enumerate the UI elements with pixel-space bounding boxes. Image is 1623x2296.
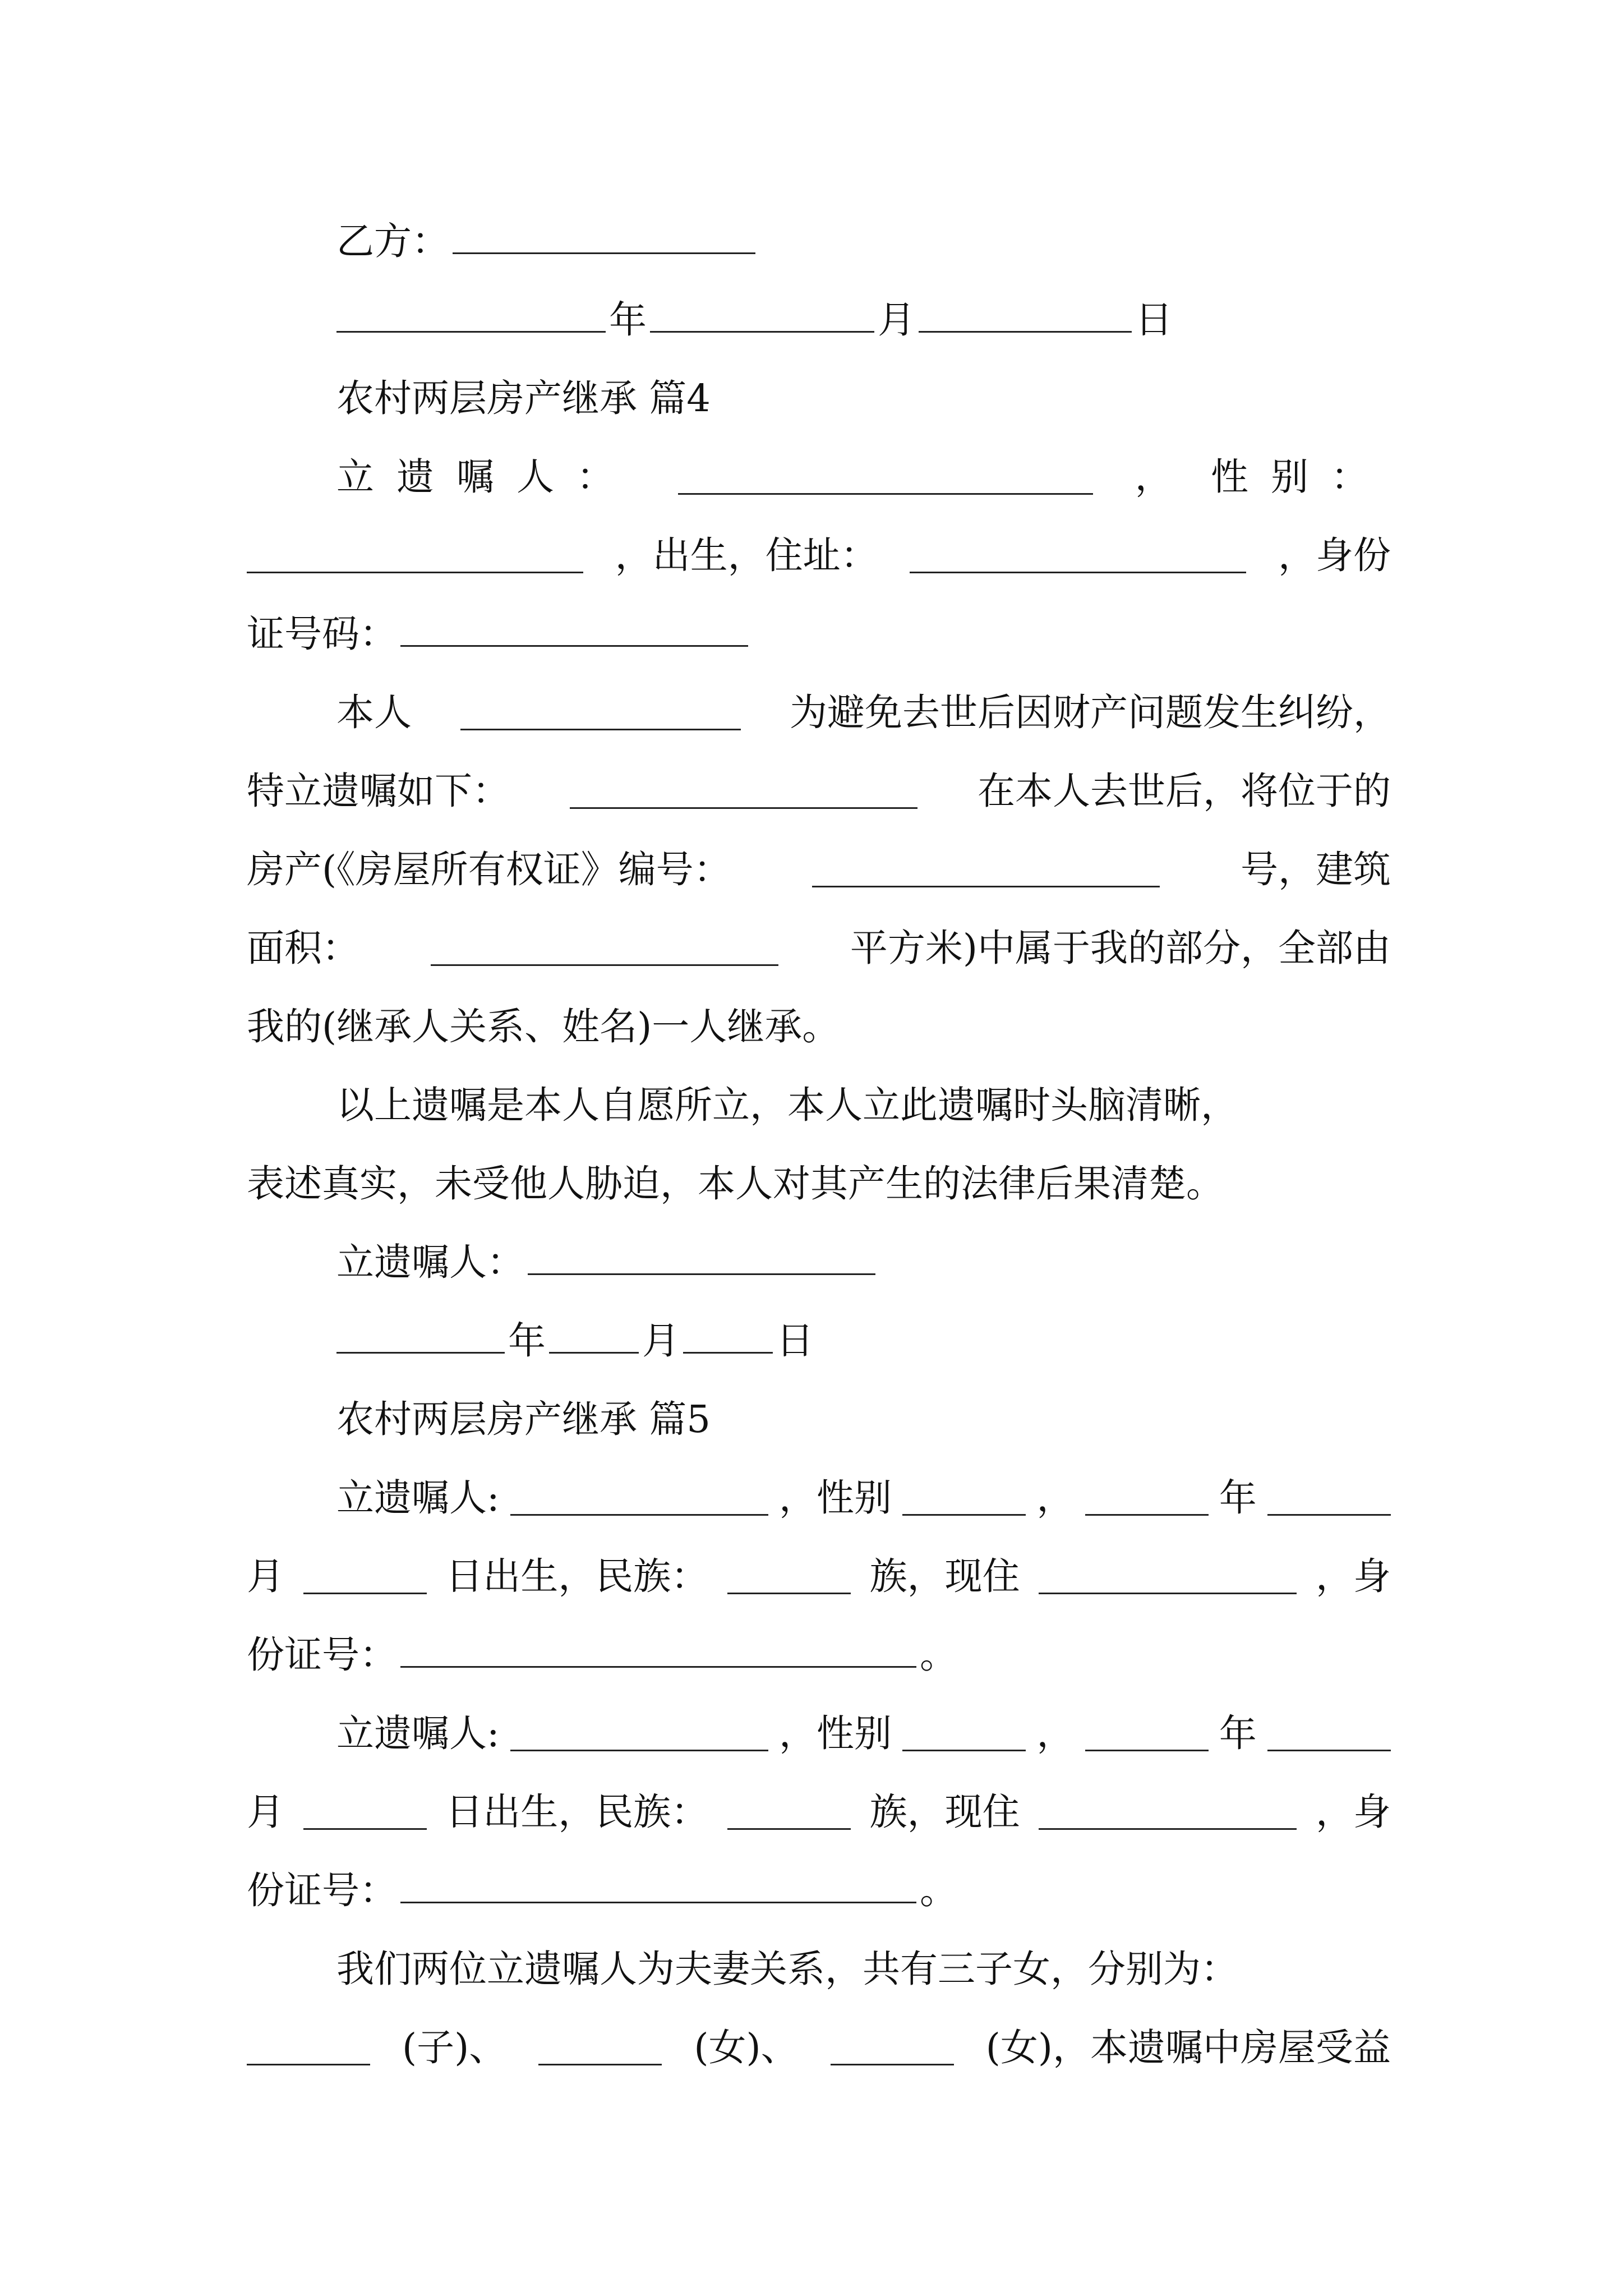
text: 表述真实，未受他人胁迫，本人对其产生的法律后果清楚。 [247, 1162, 1224, 1205]
birth-line [247, 1548, 1391, 1604]
para-line [247, 920, 1391, 976]
text: 在本人去世后，将位于的 [978, 769, 1391, 813]
blank-field [336, 1318, 505, 1354]
blank-field [247, 538, 583, 573]
text: ，身 [1315, 1554, 1391, 1598]
month-label: 月 [878, 298, 915, 342]
blank-field [1085, 1716, 1209, 1751]
section-heading: 农村两层房产继承 篇5 [336, 1397, 711, 1441]
blank-field [400, 1632, 916, 1668]
birth-label: 日出生，民族： [445, 1554, 709, 1598]
id-line [247, 1627, 1391, 1683]
blank-field [1039, 1559, 1297, 1594]
blank-field [510, 1716, 768, 1751]
blank-field [528, 1240, 875, 1275]
testator-label: 立遗嘱人: [336, 1711, 500, 1755]
text: 号，建筑 [1240, 848, 1391, 891]
birth-address-label: ，出生，住址： [615, 533, 878, 577]
comma: ， [1135, 455, 1173, 499]
signature-label: 立遗嘱人： [336, 1240, 524, 1284]
para-line: 我的(继承人关系、姓名)一人继承。 [247, 1005, 840, 1048]
date-line [336, 292, 1481, 348]
text: 平方米)中属于我的部分，全部由 [850, 926, 1391, 970]
year-label: 年 [508, 1319, 546, 1363]
id-line [247, 606, 1391, 662]
blank-field [727, 1559, 851, 1594]
blank-field [678, 459, 1093, 495]
id-label: 证号码： [247, 612, 397, 656]
text: 房产(《房屋所有权证》编号： [247, 848, 731, 891]
text: 为避免去世后因财产问题发生纠纷， [790, 691, 1391, 734]
party-b-label: 乙方： [336, 219, 449, 263]
blank-field [549, 1318, 639, 1354]
date-line [336, 1313, 1481, 1369]
year-label: 年 [1219, 1711, 1257, 1755]
para-line [247, 1156, 1391, 1212]
gender-label: ，性别 [778, 1711, 892, 1755]
text: 特立遗嘱如下： [247, 769, 510, 813]
text: ，身 [1315, 1790, 1391, 1834]
birth-address-line [247, 527, 1391, 583]
section-heading: 农村两层房产继承 篇4 [336, 376, 711, 420]
blank-field [453, 219, 755, 254]
month-label: 月 [247, 1790, 284, 1834]
birth-line [247, 1784, 1391, 1840]
ethnic-label: 族，现住 [869, 1790, 1020, 1834]
blank-field [683, 1318, 773, 1354]
id-label: 份证号： [247, 1869, 397, 1912]
testator-line [336, 1470, 1391, 1526]
blank-field [460, 695, 741, 730]
text: 我们两位立遗嘱人为夫妻关系，共有三子女，分别为： [336, 1947, 1238, 1991]
blank-field [831, 2030, 954, 2065]
year-label: 年 [1219, 1476, 1257, 1520]
blank-field [303, 1795, 427, 1830]
year-label: 年 [609, 298, 647, 342]
birth-label: 日出生，民族： [445, 1790, 709, 1834]
blank-field [570, 774, 917, 809]
text: 以上遗嘱是本人自愿所立，本人立此遗嘱时头脑清晰， [336, 1083, 1238, 1127]
month-label: 月 [247, 1554, 284, 1598]
blank-field [336, 297, 606, 333]
comma: ， [1036, 1711, 1075, 1755]
id-label: 份证号： [247, 1633, 397, 1677]
blank-field [910, 538, 1246, 573]
period: 。 [920, 1633, 957, 1677]
para-line [247, 841, 1391, 898]
testator-label: 立遗嘱人: [336, 1476, 500, 1520]
blank-field [902, 1716, 1026, 1751]
text: (子)、 [402, 2026, 507, 2069]
blank-field [538, 2030, 662, 2065]
blank-field [919, 297, 1132, 333]
para-line [336, 1077, 1391, 1133]
blank-field [303, 1559, 427, 1594]
month-label: 月 [642, 1319, 680, 1363]
para-line [336, 1941, 1391, 1997]
blank-field [247, 2030, 370, 2065]
blank-field [510, 1480, 768, 1516]
para-line [247, 763, 1391, 819]
blank-field [431, 931, 778, 966]
day-label: 日 [776, 1319, 814, 1363]
blank-field [812, 852, 1160, 887]
blank-field [1267, 1480, 1391, 1516]
text: 本人 [336, 691, 412, 734]
id-tail: ，身份 [1278, 533, 1391, 577]
blank-field [727, 1795, 851, 1830]
para-line [247, 2019, 1391, 2076]
signature-line [336, 1234, 1391, 1290]
ethnic-label: 族，现住 [869, 1554, 1020, 1598]
text: (女)、 [694, 2026, 799, 2069]
para-line [336, 684, 1391, 740]
period: 。 [920, 1869, 957, 1912]
party-b-line [336, 213, 1391, 269]
id-line [247, 1862, 1391, 1918]
blank-field [1267, 1716, 1391, 1751]
day-label: 日 [1135, 298, 1173, 342]
blank-field [1085, 1480, 1209, 1516]
gender-label: 性别： [1210, 455, 1391, 499]
comma: ， [1036, 1476, 1075, 1520]
testator-line [336, 1705, 1391, 1761]
text: 面积： [247, 926, 359, 970]
blank-field [1039, 1795, 1297, 1830]
blank-field [400, 1868, 916, 1903]
blank-field [902, 1480, 1026, 1516]
gender-label: ，性别 [778, 1476, 892, 1520]
text: (女)，本遗嘱中房屋受益 [985, 2026, 1391, 2069]
testator-label: 立遗嘱人： [336, 455, 637, 499]
blank-field [650, 297, 874, 333]
blank-field [400, 611, 748, 647]
testator-line [336, 449, 1391, 505]
